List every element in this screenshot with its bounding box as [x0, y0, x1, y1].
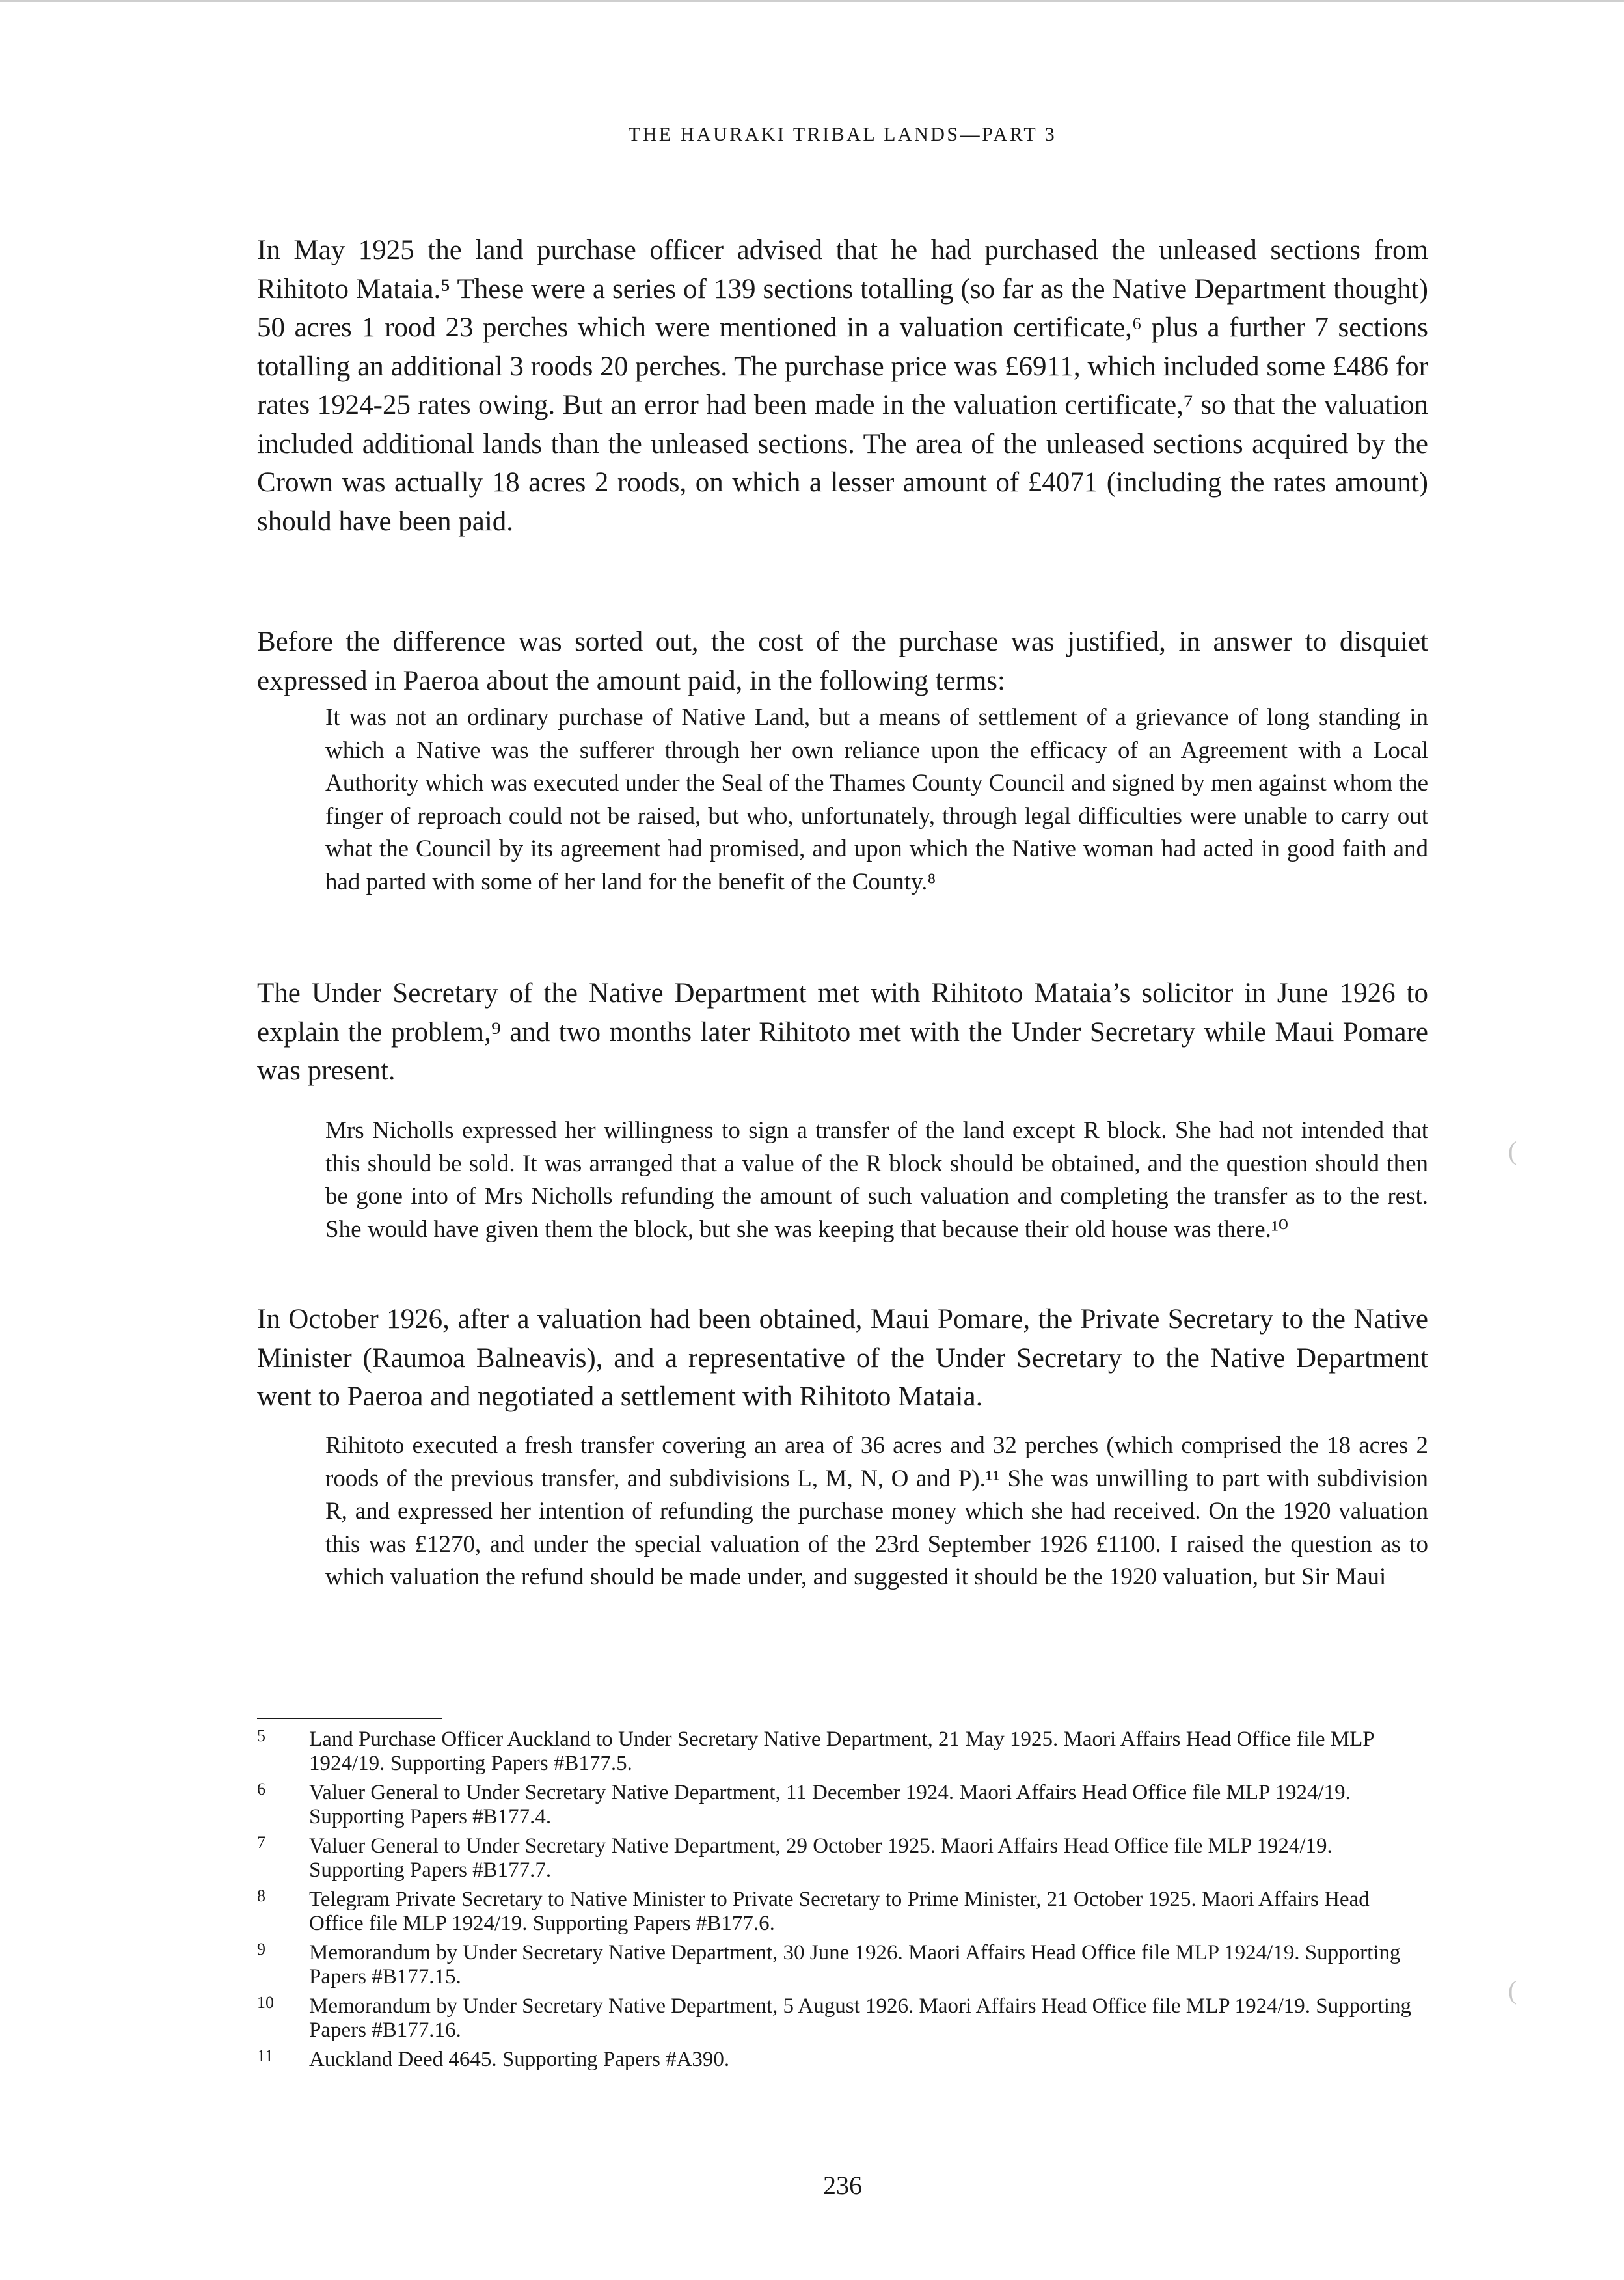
footnote-number: 8 — [257, 1886, 265, 1905]
footnote-text: Land Purchase Officer Auckland to Under Secretary Native Department, 21 May 1925. Maori Affairs Head Office file MLP 1924/19. Supporting Papers #B177.5. — [309, 1728, 1374, 1775]
footnote-number: 9 — [257, 1940, 265, 1959]
footnote-number: 7 — [257, 1833, 265, 1852]
footnote-5 — [257, 1728, 1428, 1776]
footnote-number: 11 — [257, 2046, 274, 2065]
footnote-text: Auckland Deed 4645. Supporting Papers #A390. — [309, 2048, 730, 2071]
footnote-text: Memorandum by Under Secretary Native Department, 30 June 1926. Maori Affairs Head Office file MLP 1924/19. Supporting Papers #B177.15. — [309, 1941, 1401, 1988]
footnote-separator-rule — [257, 1718, 442, 1719]
quote-grievance-settlement: It was not an ordinary purchase of Native Land, but a means of settlement of a grievance of long standing in which a Native was the sufferer through her own reliance upon the efficacy of an Agreement with a Local Authority which was executed under the Seal of the Thames County Council and signed by men against whom the finger of reproach could not be raised, but who, unfortunately, through legal difficulties were unable to carry out what the Council by its agreement had promised, and upon which the Native woman had acted in good faith and had parted with some of her land for the benefit of the County.⁸ — [325, 704, 1428, 895]
paragraph-october-1926-settlement: In October 1926, after a valuation had been obtained, Maui Pomare, the Private Secretary to the Native Minister (Raumoa Balneavis), and a representative of the Under Secretary to the Native Department went to Paeroa and negotiated a settlement with Rihitoto Mataia. — [257, 1304, 1428, 1412]
footnote-text: Valuer General to Under Secretary Native Department, 11 December 1924. Maori Affairs Head Office file MLP 1924/19. Supporting Papers #B177.4. — [309, 1781, 1351, 1828]
footnote-9 — [257, 1941, 1428, 1989]
scan-mark: ( — [1508, 1975, 1517, 2005]
footnote-10 — [257, 1994, 1428, 2043]
footnote-text: Valuer General to Under Secretary Native Department, 29 October 1925. Maori Affairs Head Office file MLP 1924/19. Supporting Papers #B177.7. — [309, 1834, 1333, 1882]
scan-mark: ( — [1508, 1136, 1517, 1165]
footnote-text: Memorandum by Under Secretary Native Department, 5 August 1926. Maori Affairs Head Office file MLP 1924/19. Supporting Papers #B177.16. — [309, 1994, 1411, 2042]
top-edge-rule — [0, 0, 1624, 2]
footnote-8 — [257, 1888, 1428, 1936]
footnote-number: 6 — [257, 1780, 265, 1798]
paragraph-cost-justification: Before the difference was sorted out, the cost of the purchase was justified, in answer to disquiet expressed in Paeroa about the amount paid, in the following terms: — [257, 627, 1428, 696]
paragraph-may-1925-purchase: In May 1925 the land purchase officer advised that he had purchased the unleased sections from Rihitoto Mataia.⁵ These were a series of 139 sections totalling (so far as the Native Department thought) 50 acres 1 rood 23 perches which were mentioned in a valuation certificate,⁶ plus a further 7 sections totalling an additional 3 roods 20 perches. The purchase price was £6911, which included some £486 for rates 1924-25 rates owing. But an error had been made in the valuation certificate,⁷ so that the valuation included additional lands than the unleased sections. The area of the unleased sections acquired by the Crown was actually 18 acres 2 roods, on which a lesser amount of £4071 (including the rates amount) should have been paid. — [257, 235, 1428, 537]
footnote-11 — [257, 2048, 1428, 2072]
footnote-number: 5 — [257, 1726, 265, 1745]
paragraph-under-secretary-meeting: The Under Secretary of the Native Department met with Rihitoto Mataia’s solicitor in June 1926 to explain the problem,⁹ and two months later Rihitoto met with the Under Secretary while Maui Pomare was present. — [257, 978, 1428, 1086]
footnote-7 — [257, 1834, 1428, 1882]
page-number: 236 — [823, 2171, 862, 2200]
footnote-number: 10 — [257, 1993, 274, 2012]
footnote-text: Telegram Private Secretary to Native Minister to Private Secretary to Prime Minister, 21 October 1925. Maori Affairs Head Office file MLP 1924/19. Supporting Papers #B177.6. — [309, 1888, 1370, 1935]
running-head: THE HAURAKI TRIBAL LANDS—PART 3 — [628, 124, 1057, 145]
quote-mrs-nicholls: Mrs Nicholls expressed her willingness to sign a transfer of the land except R block. She had not intended that this should be sold. It was arranged that a value of the R block should be obtained, and the question should then be gone into of Mrs Nicholls refunding the amount of such valuation and completing the transfer as to the rest. She would have given them the block, but she was keeping that because their old house was there.¹⁰ — [325, 1117, 1428, 1243]
quote-fresh-transfer: Rihitoto executed a fresh transfer covering an area of 36 acres and 32 perches (which comprised the 18 acres 2 roods of the previous transfer, and subdivisions L, M, N, O and P).¹¹ She was unwilling to part with subdivision R, and expressed her intention of refunding the purchase money which she had received. On the 1920 valuation this was £1270, and under the special valuation of the 23rd September 1926 £1100. I raised the question as to which valuation the refund should be made under, and suggested it should be the 1920 valuation, but Sir Maui — [325, 1432, 1428, 1590]
footnotes-list — [257, 1728, 1428, 2077]
footnote-6 — [257, 1781, 1428, 1829]
